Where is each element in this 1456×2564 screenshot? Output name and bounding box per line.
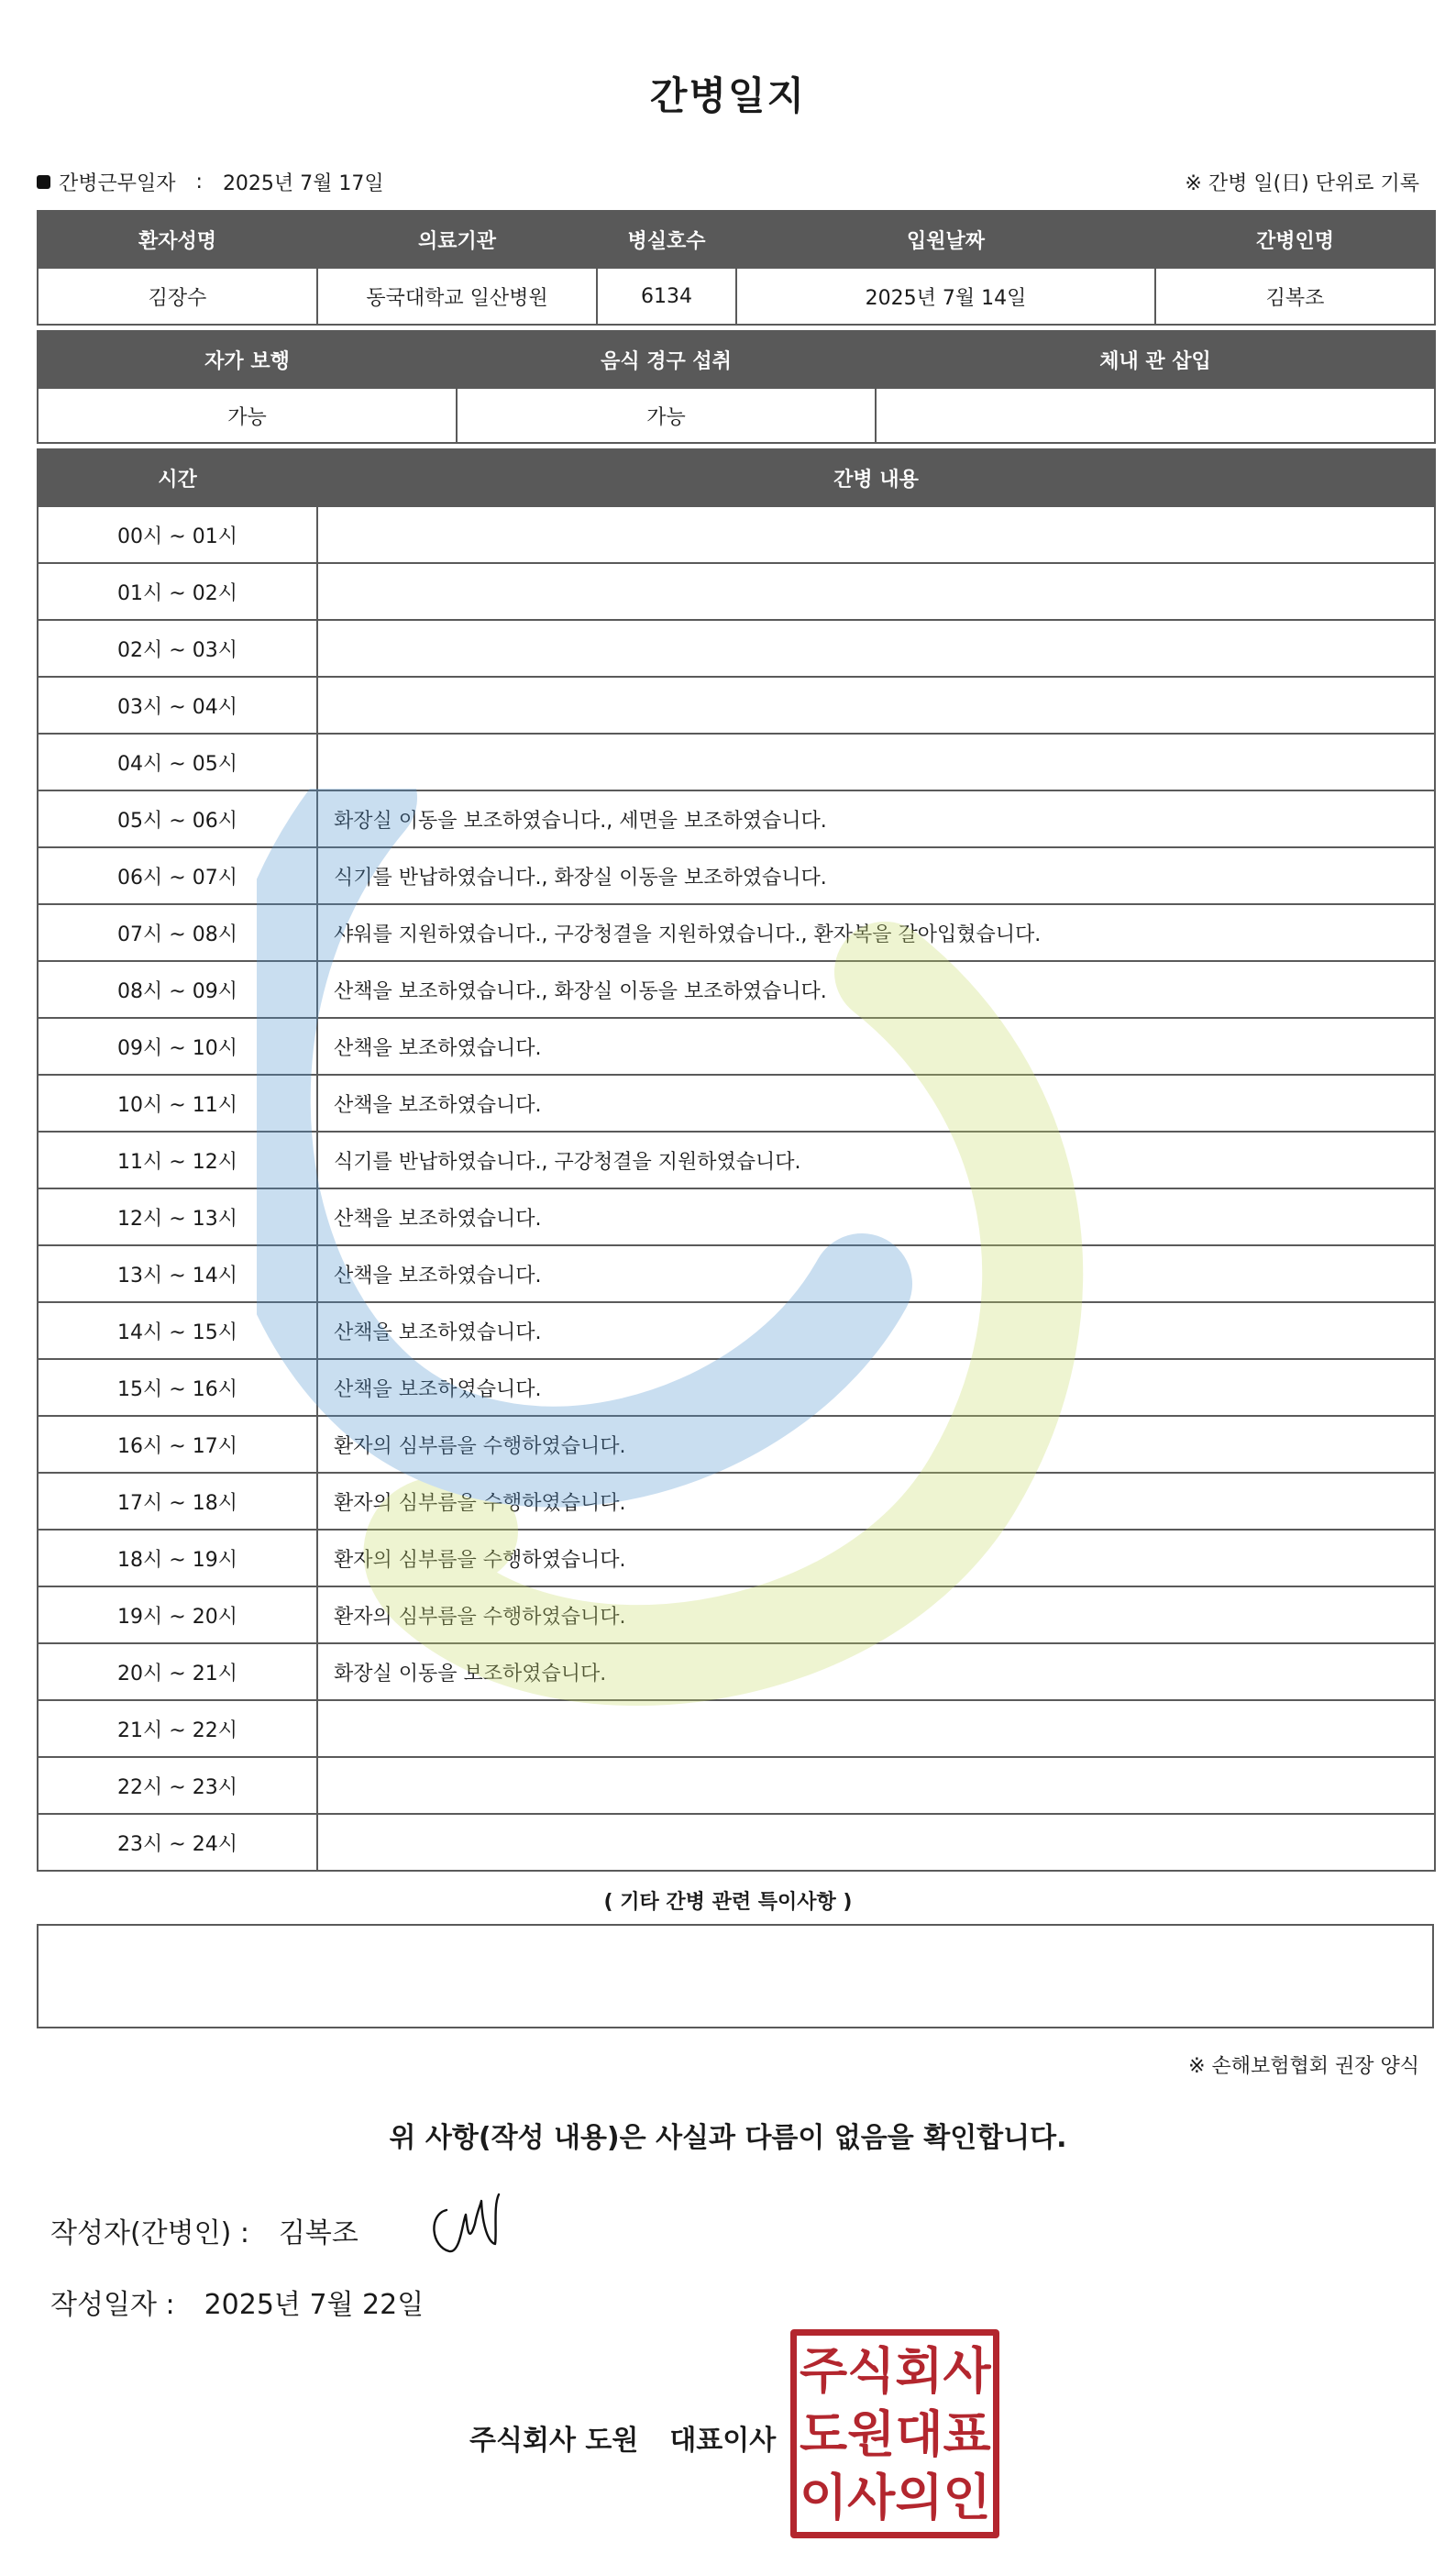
care-log-row <box>38 563 1435 620</box>
seal-character: 사 <box>943 2341 991 2401</box>
care-log-content <box>317 1757 1435 1814</box>
header-hospital: 의료기관 <box>317 211 597 268</box>
record-unit-note: ※ 간병 일(日) 단위로 기록 <box>1185 172 1419 195</box>
care-log-time: 13시 ~ 14시 <box>38 1245 317 1302</box>
care-log-content: 산책을 보조하였습니다. <box>317 1302 1435 1359</box>
care-log-row <box>38 506 1435 563</box>
patient-name-value: 김장수 <box>38 268 317 325</box>
care-log-time: 01시 ~ 02시 <box>38 563 317 620</box>
header-admission-date: 입원날짜 <box>736 211 1155 268</box>
care-log-time: 19시 ~ 20시 <box>38 1586 317 1643</box>
written-date-value: 2025년 7월 22일 <box>204 2289 425 2321</box>
care-log-time: 04시 ~ 05시 <box>38 734 317 790</box>
seal-character: 이 <box>800 2467 848 2526</box>
work-date-line <box>37 168 384 196</box>
self-walking-value: 가능 <box>38 388 457 443</box>
care-log-time: 17시 ~ 18시 <box>38 1473 317 1530</box>
care-log-time: 20시 ~ 21시 <box>38 1643 317 1700</box>
care-log-time: 03시 ~ 04시 <box>38 677 317 734</box>
care-log-time: 07시 ~ 08시 <box>38 904 317 961</box>
care-log-row <box>38 1188 1435 1245</box>
care-log-row <box>38 1757 1435 1814</box>
patient-info-table <box>37 210 1436 326</box>
care-log-row <box>38 790 1435 847</box>
header-time: 시간 <box>38 449 317 506</box>
care-log-content: 화장실 이동을 보조하였습니다. <box>317 1643 1435 1700</box>
care-log-content <box>317 734 1435 790</box>
special-notes-title: ( 기타 간병 관련 특이사항 ) <box>603 1891 853 1914</box>
header-caregiver-name: 간병인명 <box>1155 211 1435 268</box>
patient-info-value-row <box>38 268 1435 325</box>
room-number-value: 6134 <box>597 268 736 325</box>
seal-line-1 <box>800 2339 991 2403</box>
work-date-label: 간병근무일자 <box>59 172 176 195</box>
care-log-row <box>38 1530 1435 1586</box>
care-log-header-row <box>38 449 1435 506</box>
care-log-time: 11시 ~ 12시 <box>38 1132 317 1188</box>
care-log-time: 05시 ~ 06시 <box>38 790 317 847</box>
care-log-table <box>37 448 1436 1872</box>
care-log-time: 18시 ~ 19시 <box>38 1530 317 1586</box>
care-log-time: 00시 ~ 01시 <box>38 506 317 563</box>
care-log-content <box>317 1814 1435 1871</box>
care-log-row <box>38 677 1435 734</box>
care-log-time: 23시 ~ 24시 <box>38 1814 317 1871</box>
special-notes-box <box>37 1924 1434 2028</box>
care-log-content: 산책을 보조하였습니다. <box>317 1075 1435 1132</box>
care-log-content: 화장실 이동을 보조하였습니다., 세면을 보조하였습니다. <box>317 790 1435 847</box>
company-seal-stamp <box>790 2329 999 2538</box>
care-log-row <box>38 734 1435 790</box>
seal-character: 의 <box>895 2467 943 2526</box>
writer-label: 작성자(간병인) : <box>50 2217 249 2249</box>
patient-condition-table <box>37 330 1436 444</box>
hospital-value: 동국대학교 일산병원 <box>317 268 597 325</box>
care-log-row <box>38 1018 1435 1075</box>
care-log-row <box>38 1473 1435 1530</box>
care-log-time: 22시 ~ 23시 <box>38 1757 317 1814</box>
header-self-walking: 자가 보행 <box>38 331 457 388</box>
seal-character: 사 <box>847 2467 896 2526</box>
care-log-time: 21시 ~ 22시 <box>38 1700 317 1757</box>
written-date-line <box>50 2282 424 2322</box>
condition-value-row <box>38 388 1435 443</box>
work-date-colon: : <box>195 171 203 193</box>
care-log-row <box>38 1075 1435 1132</box>
care-log-content <box>317 563 1435 620</box>
care-log-time: 15시 ~ 16시 <box>38 1359 317 1416</box>
form-source-note: ※ 손해보험협회 권장 양식 <box>1188 2055 1419 2078</box>
care-log-time: 10시 ~ 11시 <box>38 1075 317 1132</box>
care-log-content <box>317 620 1435 677</box>
care-log-content: 산책을 보조하였습니다. <box>317 1245 1435 1302</box>
patient-info-header-row <box>38 211 1435 268</box>
care-log-content: 산책을 보조하였습니다. <box>317 1018 1435 1075</box>
tube-insertion-value <box>876 388 1435 443</box>
care-log-row <box>38 1132 1435 1188</box>
care-log-row <box>38 847 1435 904</box>
header-room-number: 병실호수 <box>597 211 736 268</box>
header-oral-intake: 음식 경구 섭취 <box>457 331 876 388</box>
care-log-content: 산책을 보조하였습니다. <box>317 1359 1435 1416</box>
confirmation-statement: 위 사항(작성 내용)은 사실과 다름이 없음을 확인합니다. <box>389 2122 1067 2154</box>
care-log-content: 식기를 반납하였습니다., 구강청결을 지원하였습니다. <box>317 1132 1435 1188</box>
handwritten-signature <box>424 2187 506 2260</box>
care-log-content: 환자의 심부름을 수행하였습니다. <box>317 1586 1435 1643</box>
work-date-value: 2025년 7월 17일 <box>222 172 384 195</box>
care-log-body <box>38 506 1435 1871</box>
header-care-content: 간병 내용 <box>317 449 1435 506</box>
care-log-content: 환자의 심부름을 수행하였습니다. <box>317 1530 1435 1586</box>
care-log-content <box>317 677 1435 734</box>
written-date-label: 작성일자 : <box>50 2289 175 2321</box>
header-tube-insertion: 체내 관 삽입 <box>876 331 1435 388</box>
care-log-row <box>38 1359 1435 1416</box>
seal-character: 도 <box>800 2404 848 2463</box>
seal-character: 인 <box>943 2467 991 2526</box>
condition-header-row <box>38 331 1435 388</box>
writer-name: 김복조 <box>278 2217 358 2249</box>
bullet-square-icon <box>37 175 50 189</box>
care-log-time: 12시 ~ 13시 <box>38 1188 317 1245</box>
company-name: 주식회사 도원 <box>469 2425 639 2457</box>
document-title: 간병일지 <box>649 73 807 118</box>
care-log-row <box>38 620 1435 677</box>
seal-line-2 <box>800 2403 991 2466</box>
care-log-content: 산책을 보조하였습니다., 화장실 이동을 보조하였습니다. <box>317 961 1435 1018</box>
care-log-row <box>38 1700 1435 1757</box>
writer-line <box>50 2210 358 2250</box>
care-log-time: 02시 ~ 03시 <box>38 620 317 677</box>
care-log-content: 샤워를 지원하였습니다., 구강청결을 지원하였습니다., 환자복을 갈아입혔습니다. <box>317 904 1435 961</box>
representative-title: 대표이사 <box>669 2425 777 2457</box>
care-log-row <box>38 1586 1435 1643</box>
care-log-content: 환자의 심부름을 수행하였습니다. <box>317 1416 1435 1473</box>
care-log-row <box>38 1245 1435 1302</box>
care-log-row <box>38 961 1435 1018</box>
seal-character: 회 <box>895 2341 943 2401</box>
seal-line-3 <box>800 2465 991 2528</box>
seal-character: 대 <box>895 2404 943 2463</box>
care-log-row <box>38 1643 1435 1700</box>
oral-intake-value: 가능 <box>457 388 876 443</box>
header-patient-name: 환자성명 <box>38 211 317 268</box>
caregiver-name-value: 김복조 <box>1155 268 1435 325</box>
care-log-content <box>317 506 1435 563</box>
company-signature-line <box>469 2417 776 2458</box>
care-log-row <box>38 1302 1435 1359</box>
care-log-row <box>38 1416 1435 1473</box>
care-log-content: 식기를 반납하였습니다., 화장실 이동을 보조하였습니다. <box>317 847 1435 904</box>
care-log-time: 06시 ~ 07시 <box>38 847 317 904</box>
care-log-row <box>38 904 1435 961</box>
care-log-time: 09시 ~ 10시 <box>38 1018 317 1075</box>
seal-character: 주 <box>800 2341 848 2401</box>
care-log-time: 08시 ~ 09시 <box>38 961 317 1018</box>
seal-character: 원 <box>847 2404 896 2463</box>
care-log-row <box>38 1814 1435 1871</box>
care-log-time: 14시 ~ 15시 <box>38 1302 317 1359</box>
care-log-time: 16시 ~ 17시 <box>38 1416 317 1473</box>
admission-date-value: 2025년 7월 14일 <box>736 268 1155 325</box>
care-log-content <box>317 1700 1435 1757</box>
care-log-content: 산책을 보조하였습니다. <box>317 1188 1435 1245</box>
care-log-content: 환자의 심부름을 수행하였습니다. <box>317 1473 1435 1530</box>
seal-character: 표 <box>943 2404 991 2463</box>
seal-character: 식 <box>847 2341 896 2401</box>
